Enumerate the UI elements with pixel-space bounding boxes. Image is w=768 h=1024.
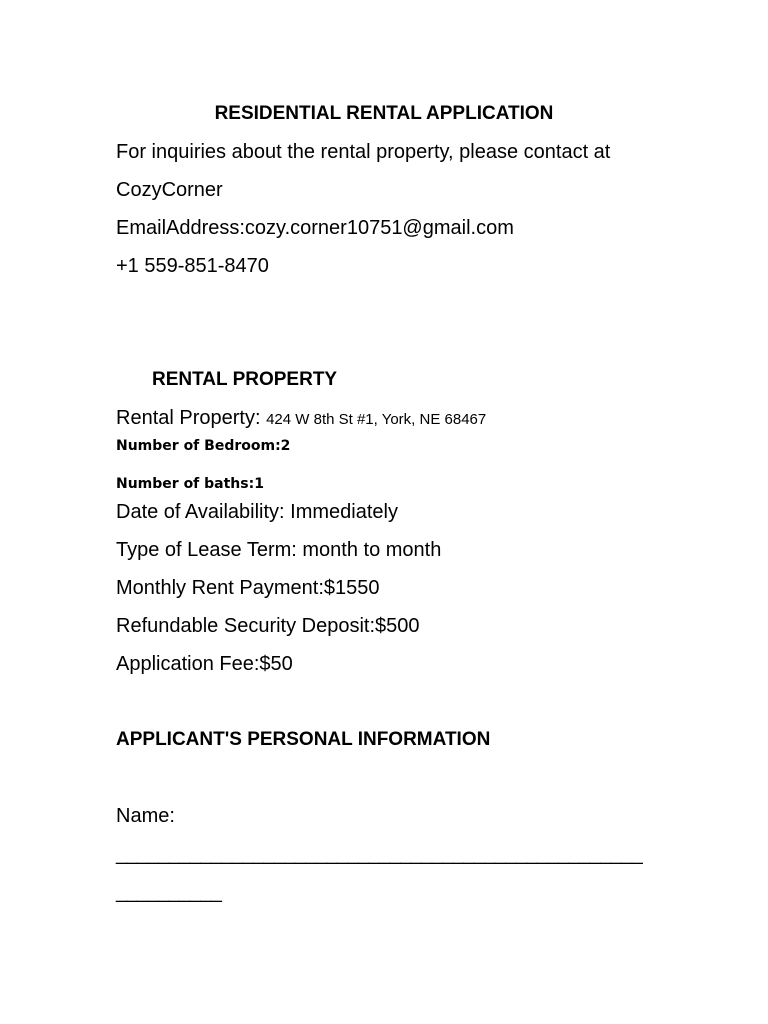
name-blank-line-2: __________ [116,881,222,903]
contact-email: EmailAddress:cozy.corner10751@gmail.com [116,217,514,239]
rental-property-address [116,406,486,432]
page-title: RESIDENTIAL RENTAL APPLICATION [214,103,554,124]
availability-info: Date of Availability: Immediately [116,501,398,523]
security-deposit-info: Refundable Security Deposit:$500 [116,615,420,637]
application-fee-info: Application Fee:$50 [116,653,293,675]
name-blank-line-1: __________________________________________________ [116,843,643,865]
contact-name: CozyCorner [116,179,223,201]
lease-term-info: Type of Lease Term: month to month [116,539,442,561]
inquiry-text: For inquiries about the rental property, please contact at [116,141,611,163]
monthly-rent-info: Monthly Rent Payment:$1550 [116,577,380,599]
address-label: Rental Property: [116,407,261,429]
name-label: Name: [116,805,175,827]
contact-phone: +1 559-851-8470 [116,255,269,277]
applicant-heading: APPLICANT'S PERSONAL INFORMATION [116,729,491,750]
bedrooms-info: Number of Bedroom:2 [116,438,291,454]
rental-property-heading: RENTAL PROPERTY [152,369,338,390]
baths-info: Number of baths:1 [116,476,264,492]
address-value: 424 W 8th St #1, York, NE 68467 [266,411,487,428]
